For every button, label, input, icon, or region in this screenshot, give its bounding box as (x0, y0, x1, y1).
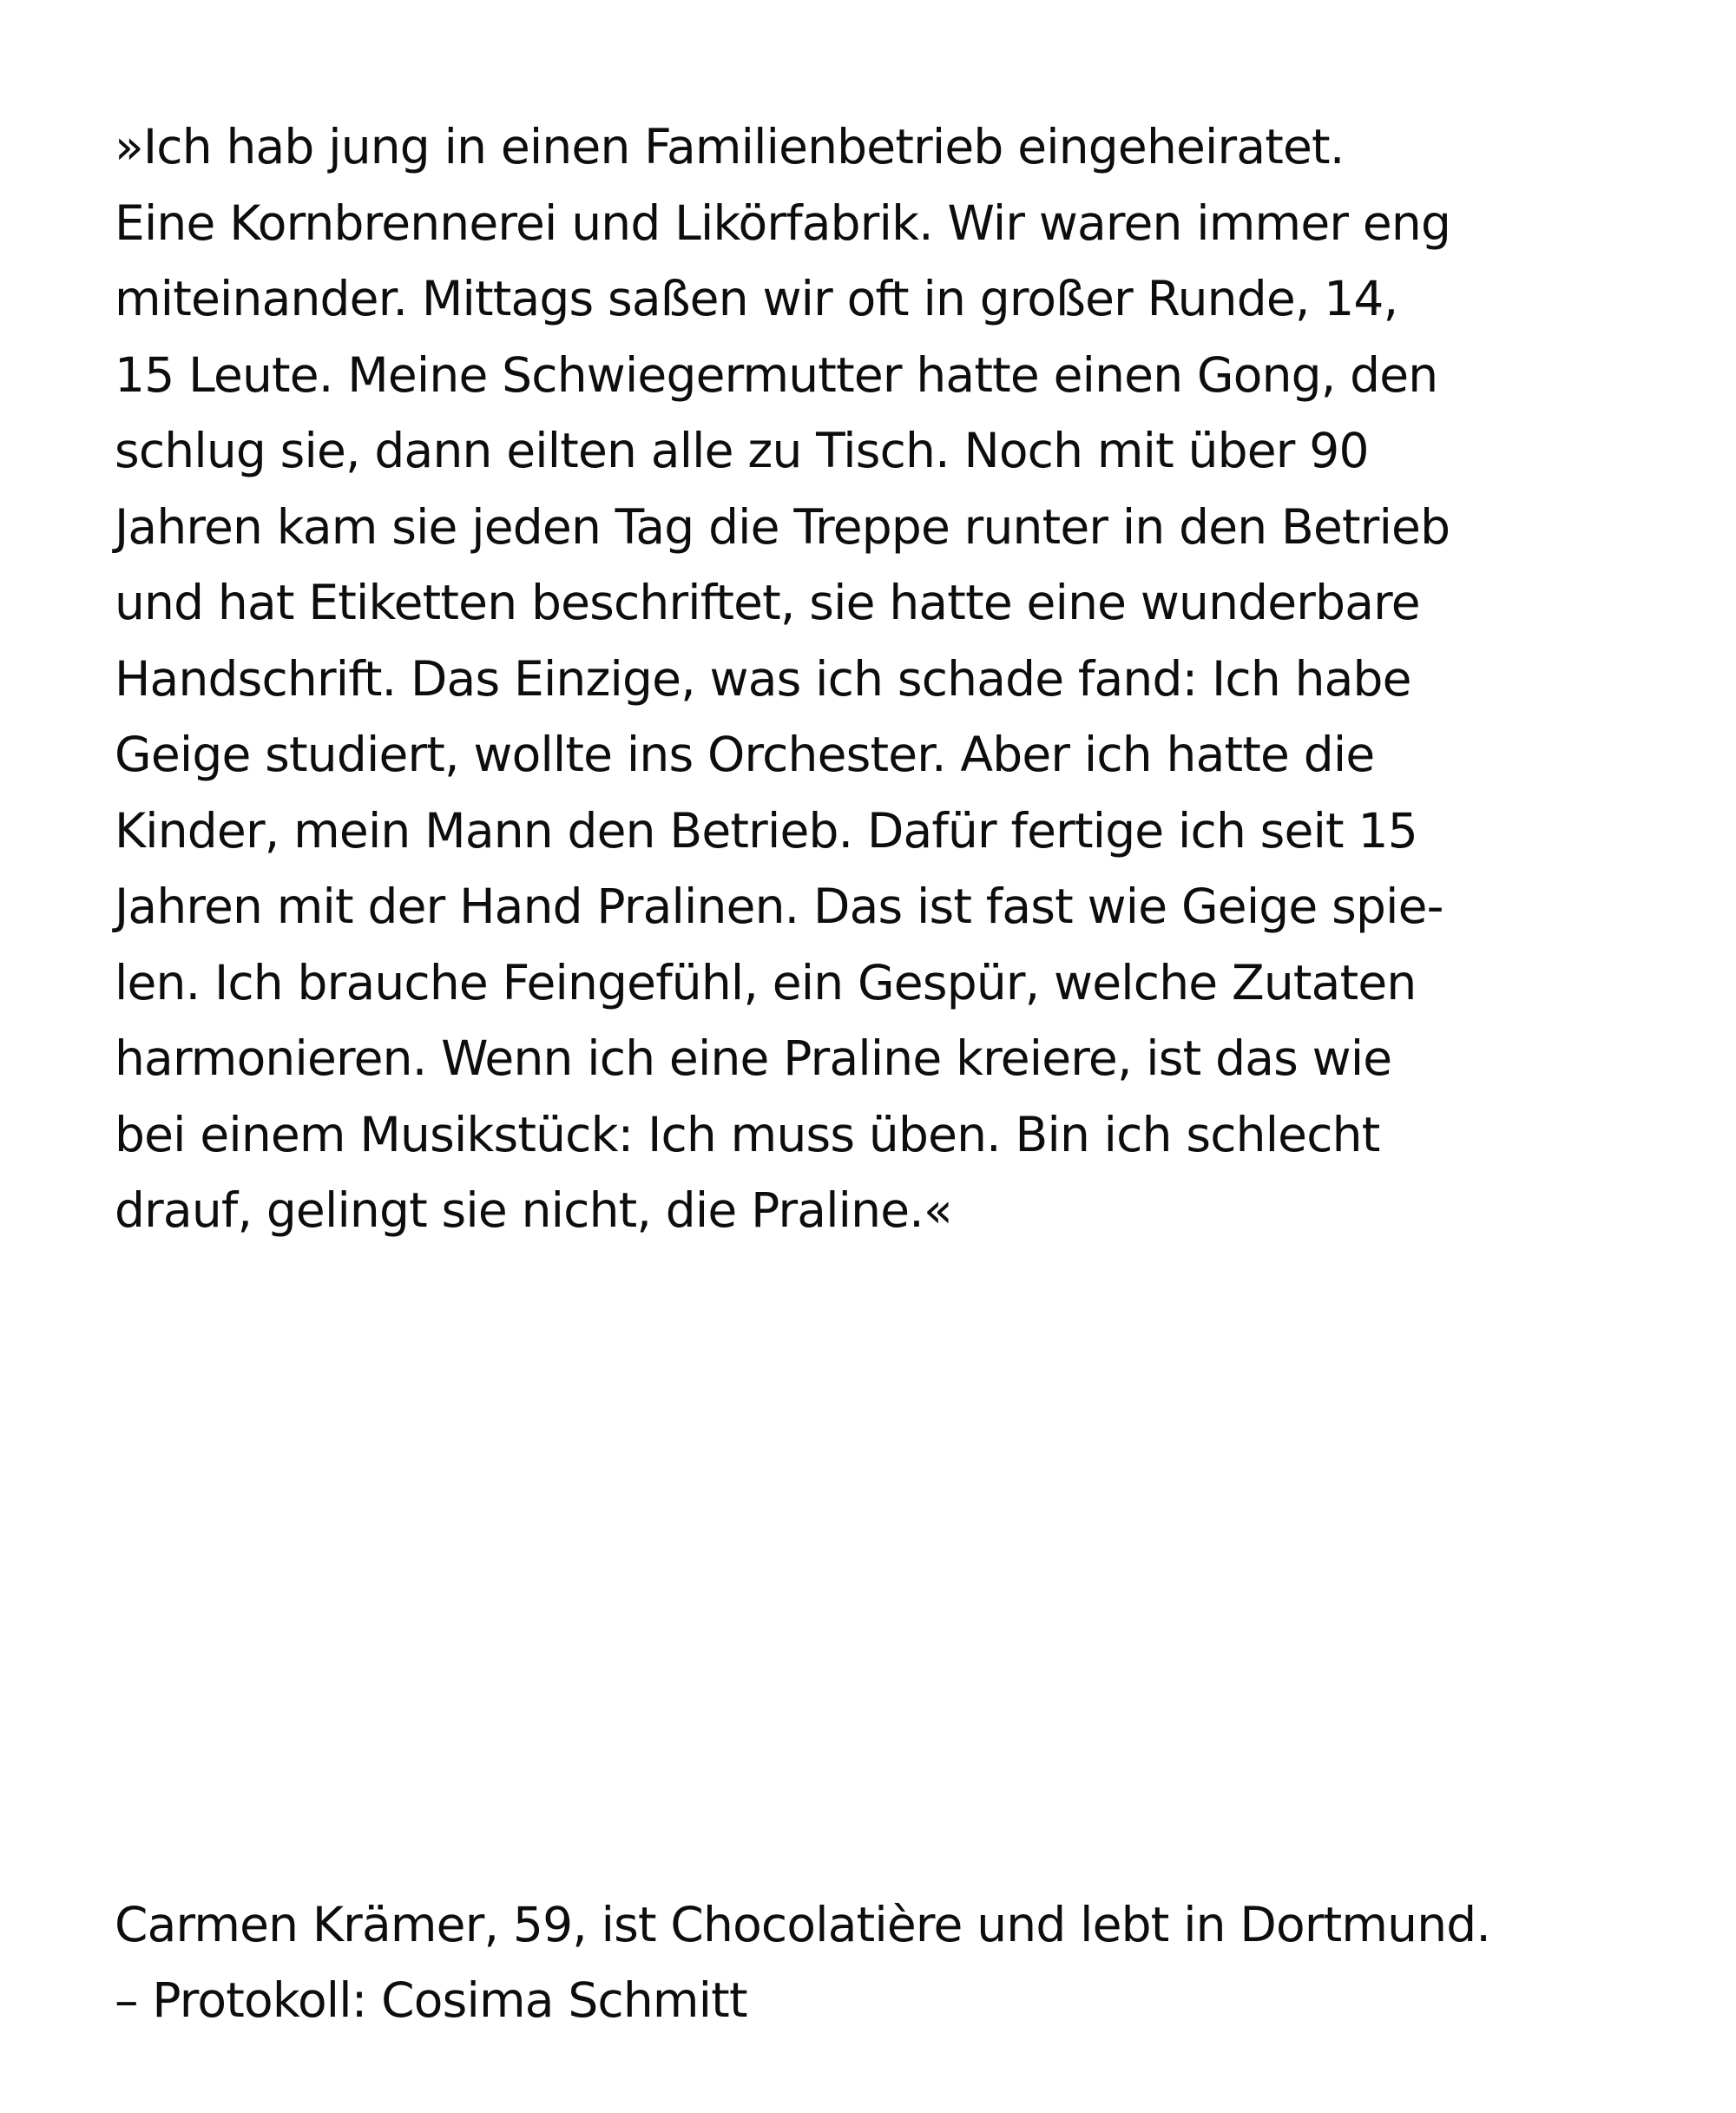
quote-line: und hat Etiketten beschriftet, sie hatte eine wunderbare (115, 575, 1420, 630)
quote-line: bei einem Musikstück: Ich muss üben. Bin ich schlecht (115, 1106, 1380, 1162)
quote-line: len. Ich brauche Feingefühl, ein Gespür, welche Zutaten (115, 954, 1417, 1010)
quote-line: Eine Kornbrennerei und Likörfabrik. Wir waren immer eng (115, 194, 1451, 251)
author-credit (115, 1887, 1720, 2038)
quote-line: harmonieren. Wenn ich eine Praline kreiere, ist das wie (115, 1030, 1392, 1086)
quote-line: Geige studiert, wollte ins Orchester. Aber ich hatte die (115, 727, 1375, 782)
quote-line: drauf, gelingt sie nicht, die Praline.« (115, 1182, 952, 1238)
credit-person: Carmen Krämer, 59, ist Chocolatière und lebt in Dortmund. (115, 1897, 1491, 1952)
quote-line: »Ich hab jung in einen Familienbetrieb eingeheiratet. (115, 119, 1345, 174)
quote-line: Kinder, mein Mann den Betrieb. Dafür fertige ich seit 15 (115, 802, 1417, 859)
credit-protocol: – Protokoll: Cosima Schmitt (115, 1972, 747, 2028)
quote-line: Jahren kam sie jeden Tag die Treppe runter in den Betrieb (115, 498, 1450, 555)
quote-line: schlug sie, dann eilten alle zu Tisch. Noch mit über 90 (115, 423, 1369, 478)
quote-line: 15 Leute. Meine Schwiegermutter hatte einen Gong, den (115, 346, 1438, 403)
quote-line: miteinander. Mittags saßen wir oft in großer Runde, 14, (115, 271, 1398, 326)
quote-text (115, 109, 1712, 1249)
quote-line: Handschrift. Das Einzige, was ich schade fand: Ich habe (115, 650, 1411, 707)
quote-line: Jahren mit der Hand Pralinen. Das ist fast wie Geige spie- (115, 879, 1443, 934)
